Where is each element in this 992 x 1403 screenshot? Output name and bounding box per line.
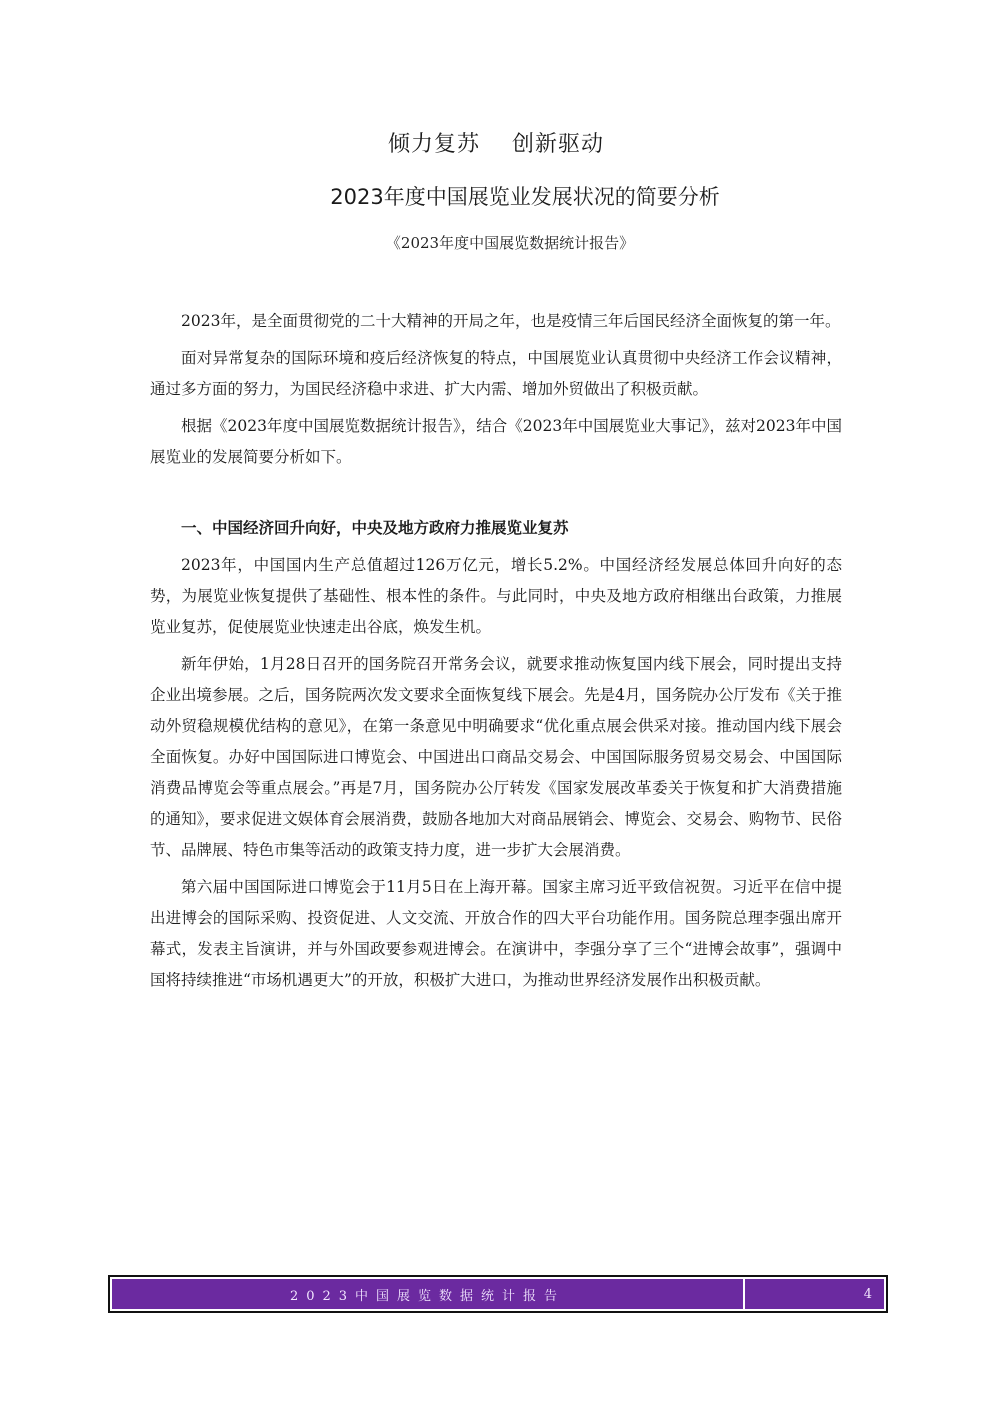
page-footer — [108, 1275, 888, 1313]
document-title: 倾力复苏 创新驱动 — [388, 132, 604, 157]
section-1-paragraph-3: 第六届中国国际进口博览会于11月5日在上海开幕。国家主席习近平致信祝贺。习近平在信中提出进博会的国际采购、投资促进、人文交流、开放合作的四大平台功能作用。国务院总理李强出席开幕式，发表主旨演讲，并与外国政要参观进博会。在演讲中，李强分享了三个“进博会故事”，强调中国将持续推进“市场机遇更大”的开放，积极扩大进口，为推动世界经济发展作出积极贡献。 — [150, 878, 842, 989]
footer-band — [112, 1279, 884, 1309]
section-1-paragraph-2: 新年伊始，1月28日召开的国务院召开常务会议，就要求推动恢复国内线下展会，同时提出支持企业出境参展。之后，国务院两次发文要求全面恢复线下展会。先是4月，国务院办公厅发布《关于推动外贸稳规模优结构的意见》，在第一条意见中明确要求“优化重点展会供采对接。推动国内线下展会全面恢复。办好中国国际进口博览会、中国进出口商品交易会、中国国际服务贸易交易会、中国国际消费品博览会等重点展会。”再是7月，国务院办公厅转发《国家发展改革委关于恢复和扩大消费措施的通知》，要求促进文娱体育会展消费，鼓励各地加大对商品展销会、博览会、交易会、购物节、民俗节、品牌展、特色市集等活动的政策支持力度，进一步扩大会展消费。 — [150, 655, 842, 859]
footer-report-name: 2023中国展览数据统计报告 — [112, 1279, 745, 1309]
intro-paragraph-1: 2023年，是全面贯彻党的二十大精神的开局之年，也是疫情三年后国民经济全面恢复的第一年。 — [181, 312, 841, 330]
section-1-paragraph-1: 2023年，中国国内生产总值超过126万亿元，增长5.2%。中国经济经发展总体回升向好的态势，为展览业恢复提供了基础性、根本性的条件。与此同时，中央及地方政府相继出台政策，力推展览业复苏，促使展览业快速走出谷底，焕发生机。 — [150, 556, 842, 636]
intro-paragraph-3: 根据《2023年度中国展览数据统计报告》，结合《2023年中国展览业大事记》，兹对2023年中国展览业的发展简要分析如下。 — [150, 417, 842, 466]
document-body — [150, 306, 842, 1002]
section-1-heading: 一、中国经济回升向好，中央及地方政府力推展览业复苏 — [181, 519, 569, 537]
intro-paragraph-2: 面对异常复杂的国际环境和疫后经济恢复的特点，中国展览业认真贯彻中央经济工作会议精神，通过多方面的努力，为国民经济稳中求进、扩大内需、增加外贸做出了积极贡献。 — [150, 349, 842, 398]
source-note: 《2023年度中国展览数据统计报告》 — [385, 234, 635, 252]
page-number: 4 — [863, 1286, 872, 1302]
document-subtitle: 2023年度中国展览业发展状况的简要分析 — [330, 185, 720, 209]
